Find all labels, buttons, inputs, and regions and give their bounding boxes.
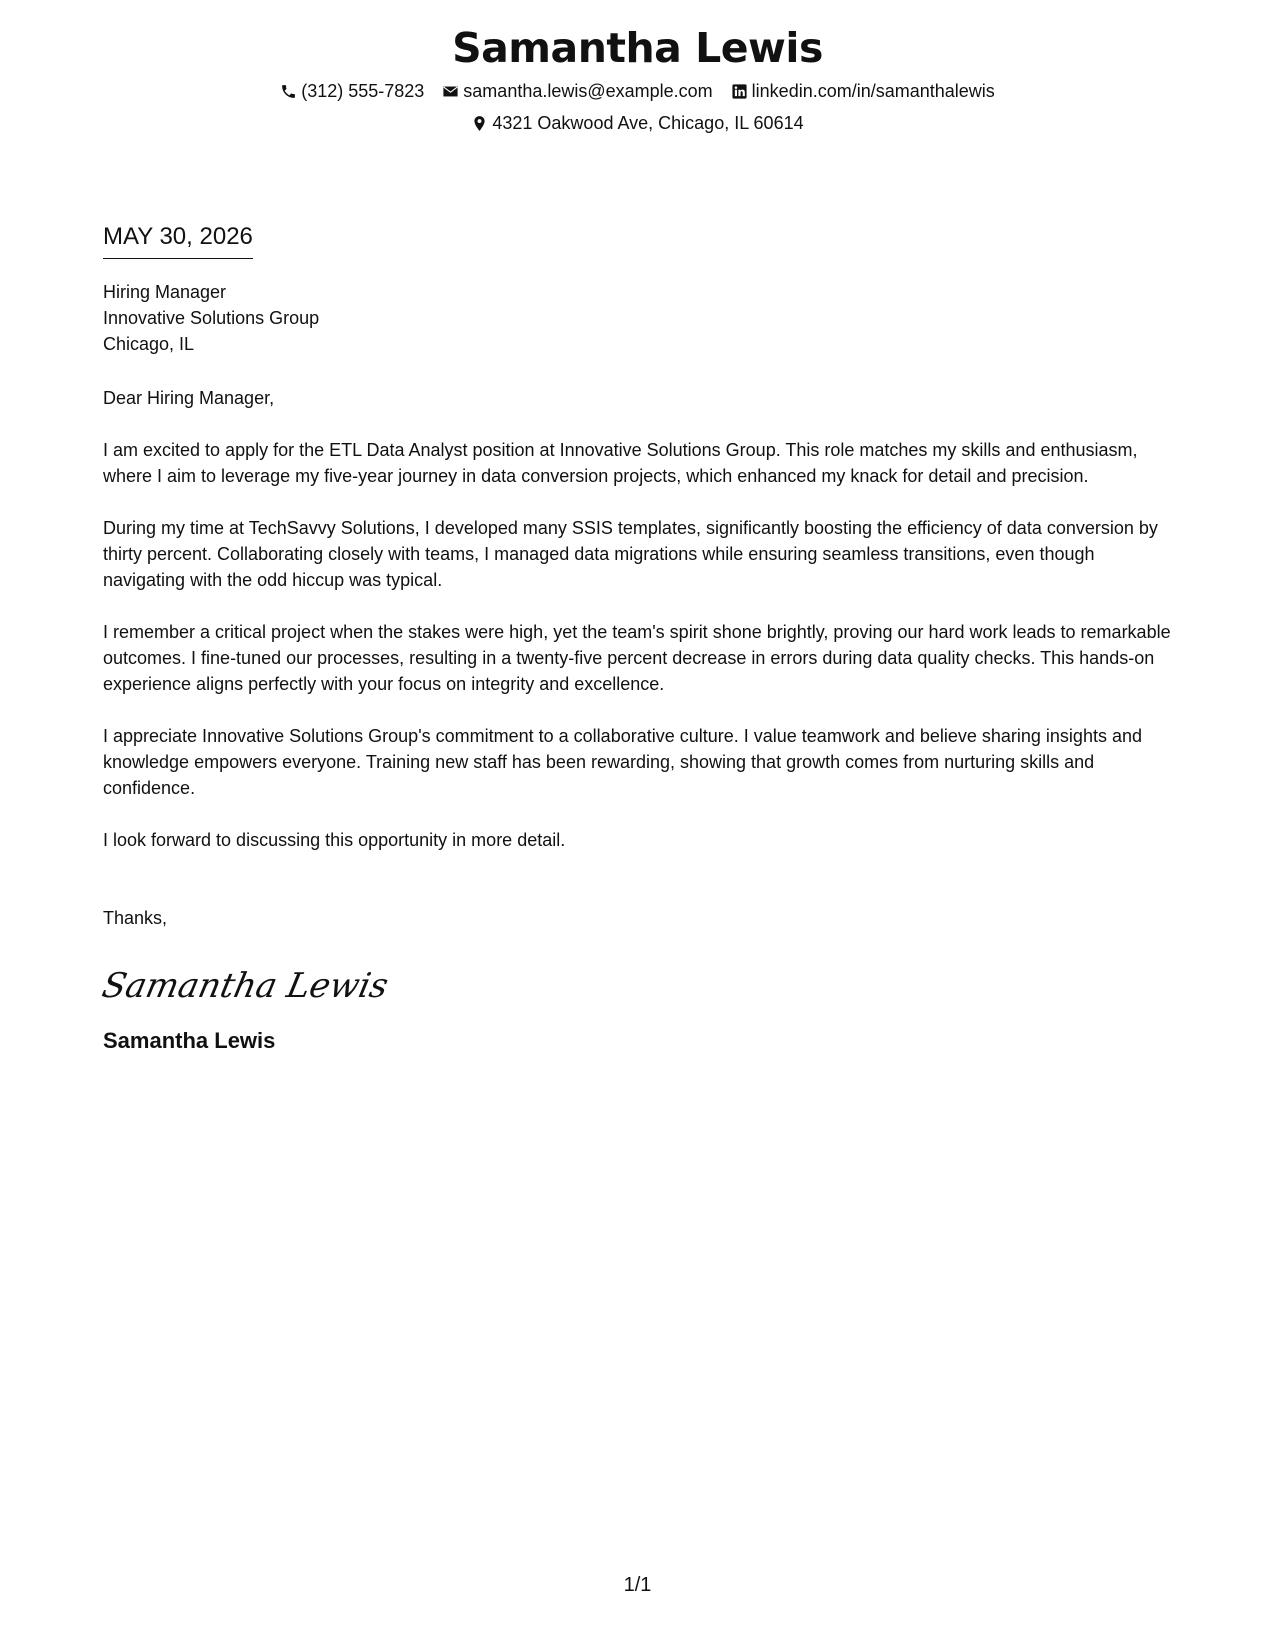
signed-name: Samantha Lewis bbox=[103, 1028, 276, 1053]
letter-header bbox=[0, 22, 1275, 135]
contact-line-secondary bbox=[0, 111, 1275, 135]
letter-body bbox=[98, 222, 1178, 1055]
paragraph: I am excited to apply for the ETL Data Analyst position at Innovative Solutions Group. This role matches my skills and enthusiasm, where I aim to leverage my five-year journey in data conversion projects, which enhanced my knack for detail and precision. bbox=[103, 440, 1138, 486]
letter-date: MAY 30, 2026 bbox=[103, 222, 253, 259]
signature-text: Samantha Lewis bbox=[98, 966, 392, 1006]
map-pin-icon bbox=[471, 115, 488, 132]
salutation: Dear Hiring Manager, bbox=[103, 388, 275, 408]
contact-line-primary bbox=[0, 79, 1275, 103]
contact-address bbox=[471, 111, 803, 135]
linkedin-text: linkedin.com/in/samanthalewis bbox=[751, 81, 995, 101]
page-number: 1/1 bbox=[623, 1574, 652, 1596]
applicant-name: Samantha Lewis bbox=[452, 24, 823, 72]
recipient-location: Chicago, IL bbox=[103, 334, 195, 354]
recipient-title: Hiring Manager bbox=[103, 282, 227, 302]
recipient-company: Innovative Solutions Group bbox=[103, 308, 320, 328]
recipient-block bbox=[103, 279, 1178, 357]
phone-text: (312) 555-7823 bbox=[301, 81, 425, 101]
closing: Thanks, bbox=[103, 908, 168, 928]
contact-phone bbox=[280, 79, 424, 103]
paragraph: I appreciate Innovative Solutions Group's commitment to a collaborative culture. I value teamwork and believe sharing insights and knowledge empowers everyone. Training new staff has been rewarding, showing that growth comes from nurturing skills and confidence. bbox=[103, 726, 1142, 798]
handwritten-signature bbox=[98, 957, 392, 1013]
linkedin-icon bbox=[731, 83, 748, 100]
envelope-icon bbox=[442, 83, 459, 100]
address-text: 4321 Oakwood Ave, Chicago, IL 60614 bbox=[492, 113, 804, 133]
contact-linkedin[interactable] bbox=[731, 79, 995, 103]
paragraph: I remember a critical project when the stakes were high, yet the team's spirit shone brightly, proving our hard work leads to remarkable outcomes. I fine-tuned our processes, resulting in a twenty-five percent decrease in errors during data quality checks. This hands-on experience aligns perfectly with your focus on integrity and excellence. bbox=[103, 622, 1171, 694]
phone-icon bbox=[280, 83, 297, 100]
email-text: samantha.lewis@example.com bbox=[463, 81, 713, 101]
paragraph: During my time at TechSavvy Solutions, I developed many SSIS templates, significantly boosting the efficiency of data conversion by thirty percent. Collaborating closely with teams, I managed data migrations while ensuring seamless transitions, even though navigating with the odd hiccup was typical. bbox=[103, 518, 1158, 590]
paragraph: I look forward to discussing this opportunity in more detail. bbox=[103, 830, 566, 850]
contact-email[interactable] bbox=[442, 79, 712, 103]
